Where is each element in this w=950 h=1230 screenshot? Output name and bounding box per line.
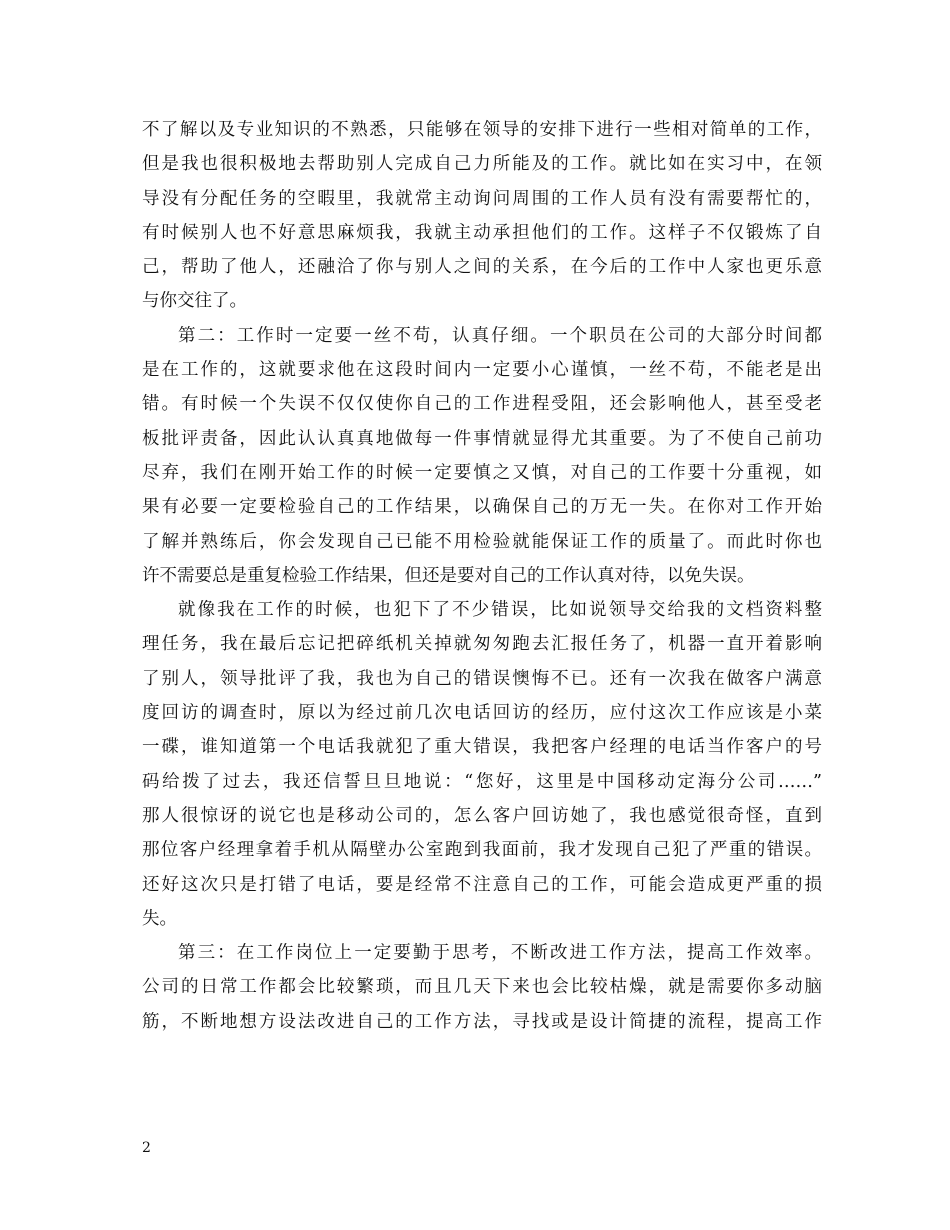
text-line: 果有必要一定要检验自己的工作结果，以确保自己的万无一失。在你对工作开始 (142, 497, 822, 518)
text-line: 了别人，领导批评了我，我也为自己的错误懊悔不已。还有一次我在做客户满意 (142, 668, 822, 689)
text-line: 就像我在工作的时候，也犯下了不少错误，比如说领导交给我的文档资料整 (178, 600, 822, 621)
page-number: 2 (142, 1140, 151, 1156)
text-line: 错。有时候一个失误不仅仅使你自己的工作进程受阻，还会影响他人，甚至受老 (142, 394, 822, 415)
text-line: 是在工作的，这就要求他在这段时间内一定要小心谨慎，一丝不苟，不能老是出 (142, 360, 822, 381)
text-line: 理任务，我在最后忘记把碎纸机关掉就匆匆跑去汇报任务了，机器一直开着影响 (142, 634, 822, 655)
text-line: 导没有分配任务的空暇里，我就常主动询问周围的工作人员有没有需要帮忙的， (142, 188, 822, 209)
text-line: 码给拨了过去，我还信誓旦旦地说：“您好，这里是中国移动定海分公司……” (142, 771, 822, 792)
text-line: 失。 (142, 908, 177, 929)
text-line: 己，帮助了他人，还融洽了你与别人之间的关系，在今后的工作中人家也更乐意 (142, 257, 822, 278)
text-line: 有时候别人也不好意思麻烦我，我就主动承担他们的工作。这样子不仅锻炼了自 (142, 222, 822, 243)
text-line: 第二：工作时一定要一丝不苟，认真仔细。一个职员在公司的大部分时间都 (178, 325, 822, 346)
text-line: 公司的日常工作都会比较繁琐，而且几天下来也会比较枯燥，就是需要你多动脑 (142, 977, 822, 998)
text-line: 与你交往了。 (142, 291, 247, 312)
text-line: 那人很惊讶的说它也是移动公司的，怎么客户回访她了，我也感觉很奇怪，直到 (142, 805, 822, 826)
text-line: 但是我也很积极地去帮助别人完成自己力所能及的工作。就比如在实习中，在领 (142, 154, 822, 175)
text-line: 一碟，谁知道第一个电话我就犯了重大错误，我把客户经理的电话当作客户的号 (142, 737, 822, 758)
text-line: 那位客户经理拿着手机从隔壁办公室跑到我面前，我才发现自己犯了严重的错误。 (142, 840, 822, 861)
text-line: 筋，不断地想方设法改进自己的工作方法，寻找或是设计简捷的流程，提高工作 (142, 1011, 822, 1032)
text-line: 不了解以及专业知识的不熟悉，只能够在领导的安排下进行一些相对简单的工作， (142, 120, 822, 140)
text-line: 尽弃，我们在刚开始工作的时候一定要慎之又慎，对自己的工作要十分重视，如 (142, 462, 822, 483)
text-line: 了解并熟练后，你会发现自己已能不用检验就能保证工作的质量了。而此时你也 (142, 531, 822, 552)
text-line: 第三：在工作岗位上一定要勤于思考，不断改进工作方法，提高工作效率。 (178, 943, 822, 964)
text-line: 还好这次只是打错了电话，要是经常不注意自己的工作，可能会造成更严重的损 (142, 874, 822, 895)
body-text (142, 113, 822, 1039)
text-line: 度回访的调查时，原以为经过前几次电话回访的经历，应付这次工作应该是小菜 (142, 703, 822, 724)
text-line: 板批评责备，因此认认真真地做每一件事情就显得尤其重要。为了不使自己前功 (142, 428, 822, 449)
text-line: 许不需要总是重复检验工作结果，但还是要对自己的工作认真对待，以免失误。 (142, 565, 755, 586)
